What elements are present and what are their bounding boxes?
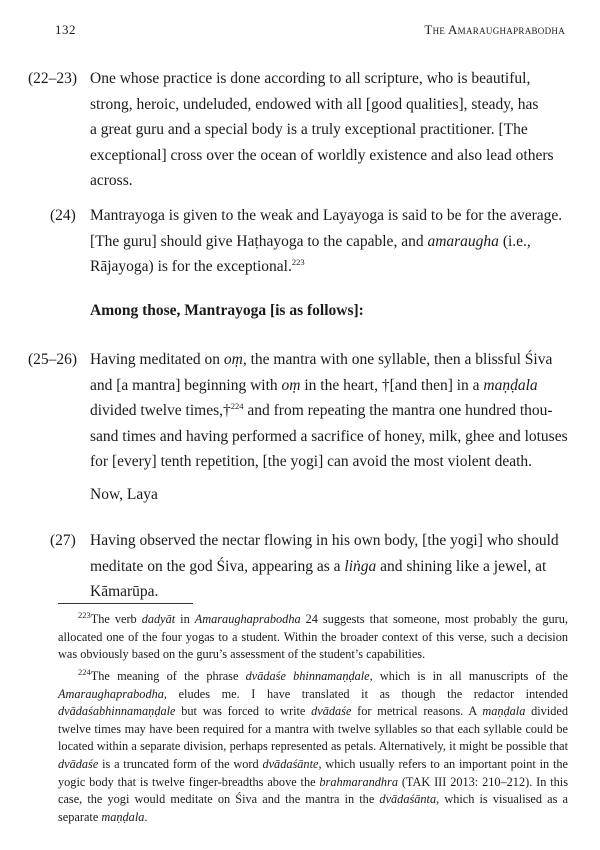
verse-text: Mantrayoga is given to the weak and Layayoga is said to be for the average. [The guru] should give Haṭhayoga to the capable, and amaraugha (i.e., Rājayoga) is for the exceptional.$^{223}$ bbox=[90, 207, 563, 275]
footnote-224: $^{224}$The meaning of the phrase dvādaśe bhinnamaṇḍale, which is in all manuscripts of the Amaraughaprabodha, eludes me. I have translated it as though the redactor intended dvādaśabhinnamaṇḍale but was forced to write dvādaśe for metrical reasons. A maṇḍala divided twelve times may have been required for a mantra with twelve syllables so that each syllable could be located within a separate division, perhaps represented as petals. Alternatively, it might be possible that dvādaśe is a truncated form of the word dvādaśānte, which usually refers to an important point in the yogic body that is twelve finger-breadths above the brahmarandhra (TAK III 2013: 210–212). In this case, the yogi would meditate on Śiva and the mantra in the dvādaśānta, which is visualised as a separate maṇḍala. bbox=[58, 666, 569, 824]
footnote-223: $^{223}$The verb dadyāt in Amaraughaprabodha 24 suggests that someone, most probably the guru, allocated one of the four yogas to a student. Within the broader context of this verse, such a decision was obviously based on the guru’s assessment of the student’s capabilities. bbox=[58, 609, 568, 662]
section-heading-laya: Now, Laya bbox=[90, 486, 158, 503]
page-header bbox=[55, 22, 565, 42]
verse-text: One whose practice is done according to all scripture, who is beautiful, strong, heroic, undeluded, endowed with all [good qualities], steady, has a great guru and a special body is a truly exceptional practitioner. [The exceptional] cross over the ocean of worldly existence and also lead others across. bbox=[90, 70, 554, 189]
footnote-ref: 224 bbox=[230, 400, 244, 411]
verse-number: (24) bbox=[50, 207, 76, 224]
verse-text: Having observed the nectar flowing in his own body, [the yogi] who should meditate on the god Śiva, appearing as a liṅga and shining like a jewel, at Kāmarūpa. bbox=[90, 532, 559, 600]
verse-text: Having meditated on oṃ, the mantra with one syllable, then a blissful Śiva and [a mantra] beginning with oṃ in the heart, †[and then] in a maṇḍala divided twelve times,†$^{224}$ and from repeating the mantra one hundred thou- sand times and having performed a sacrifice of honey, milk, ghee and lotuses for [every] tenth repetition, [the yogi] can avoid the most violent death. bbox=[90, 351, 568, 470]
footnote-rule bbox=[58, 603, 193, 604]
verse-number: (27) bbox=[50, 532, 76, 549]
running-head: The Amaraughaprabodha bbox=[424, 22, 565, 37]
section-heading-mantrayoga: Among those, Mantrayoga [is as follows]: bbox=[90, 302, 364, 319]
footnote-marker: 223 bbox=[78, 609, 91, 620]
footnote-ref: 223 bbox=[291, 256, 305, 267]
verse-number: (22–23) bbox=[28, 70, 78, 87]
page-number: 132 bbox=[55, 22, 76, 37]
verse-number: (25–26) bbox=[28, 351, 78, 368]
footnote-marker: 224 bbox=[78, 666, 91, 677]
